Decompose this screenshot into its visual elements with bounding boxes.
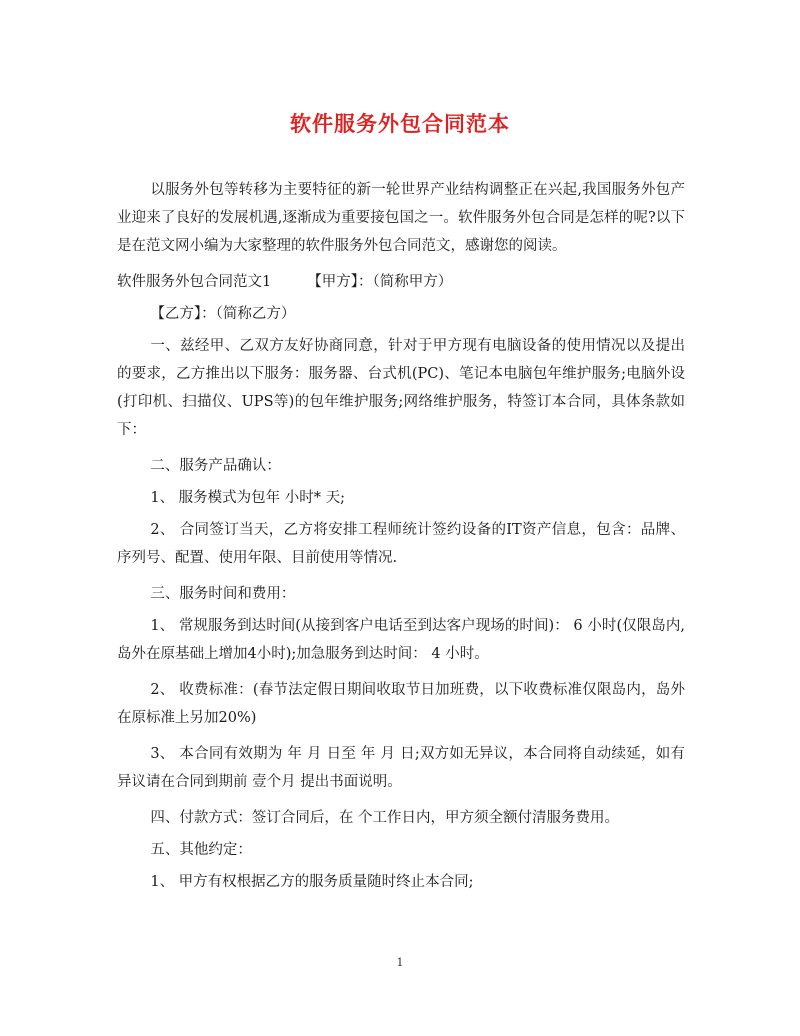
clause-5-heading: 五、其他约定：: [150, 842, 252, 858]
page-number: 1: [396, 956, 404, 969]
clause-2-item-1: 1、 服务模式为包年 小时* 天;: [150, 490, 346, 506]
clause-3-item-2: 2、 收费标准：(春节法定假日期间收取节日加班费，以下收费标准仅限岛内，岛外在原标准上另加20%): [117, 682, 685, 726]
sample-heading: 软件服务外包合同范文1: [117, 274, 272, 290]
party-a-label: 【甲方】：（简称甲方）: [307, 274, 453, 290]
clause-4: 四、付款方式：签订合同后，在 个工作日内，甲方须全额付清服务费用。: [150, 810, 619, 826]
clause-2-heading: 二、服务产品确认：: [150, 458, 281, 474]
page-title: 软件服务外包合同范本: [290, 112, 510, 136]
clause-2-item-2: 2、 合同签订当天，乙方将安排工程师统计签约设备的IT资产信息，包含：品牌、序列号、配置、使用年限、目前使用等情况.: [117, 522, 685, 566]
sample-heading-line: [117, 268, 685, 296]
party-b-label: 【乙方】：（简称乙方）: [150, 306, 296, 322]
clause-3-item-3: 3、 本合同有效期为 年 月 日至 年 月 日;双方如无异议，本合同将自动续延，如有异议请在合同到期前 壹个月 提出书面说明。: [117, 746, 685, 790]
document-body: [117, 176, 685, 900]
intro-paragraph: 以服务外包等转移为主要特征的新一轮世界产业结构调整正在兴起,我国服务外包产业迎来了良好的发展机遇,逐渐成为重要接包国之一。软件服务外包合同是怎样的呢?以下是在范文网小编为大家整理的软件服务外包合同范文，感谢您的阅读。: [117, 182, 685, 254]
clause-1: 一、兹经甲、乙双方友好协商同意，针对于甲方现有电脑设备的使用情况以及提出的要求，乙方推出以下服务：服务器、台式机(PC)、笔记本电脑包年维护服务;电脑外设(打印机、扫描仪、UPS等)的包年维护服务;网络维护服务，特签订本合同，具体条款如下：: [117, 338, 685, 438]
clause-3-item-1: 1、 常规服务到达时间(从接到客户电话至到达客户现场的时间)： 6 小时(仅限岛内, 岛外在原基础上增加4小时);加急服务到达时间： 4 小时。: [117, 618, 685, 662]
clause-3-heading: 三、服务时间和费用：: [150, 586, 296, 602]
clause-5-item-1: 1、 甲方有权根据乙方的服务质量随时终止本合同;: [150, 874, 474, 890]
